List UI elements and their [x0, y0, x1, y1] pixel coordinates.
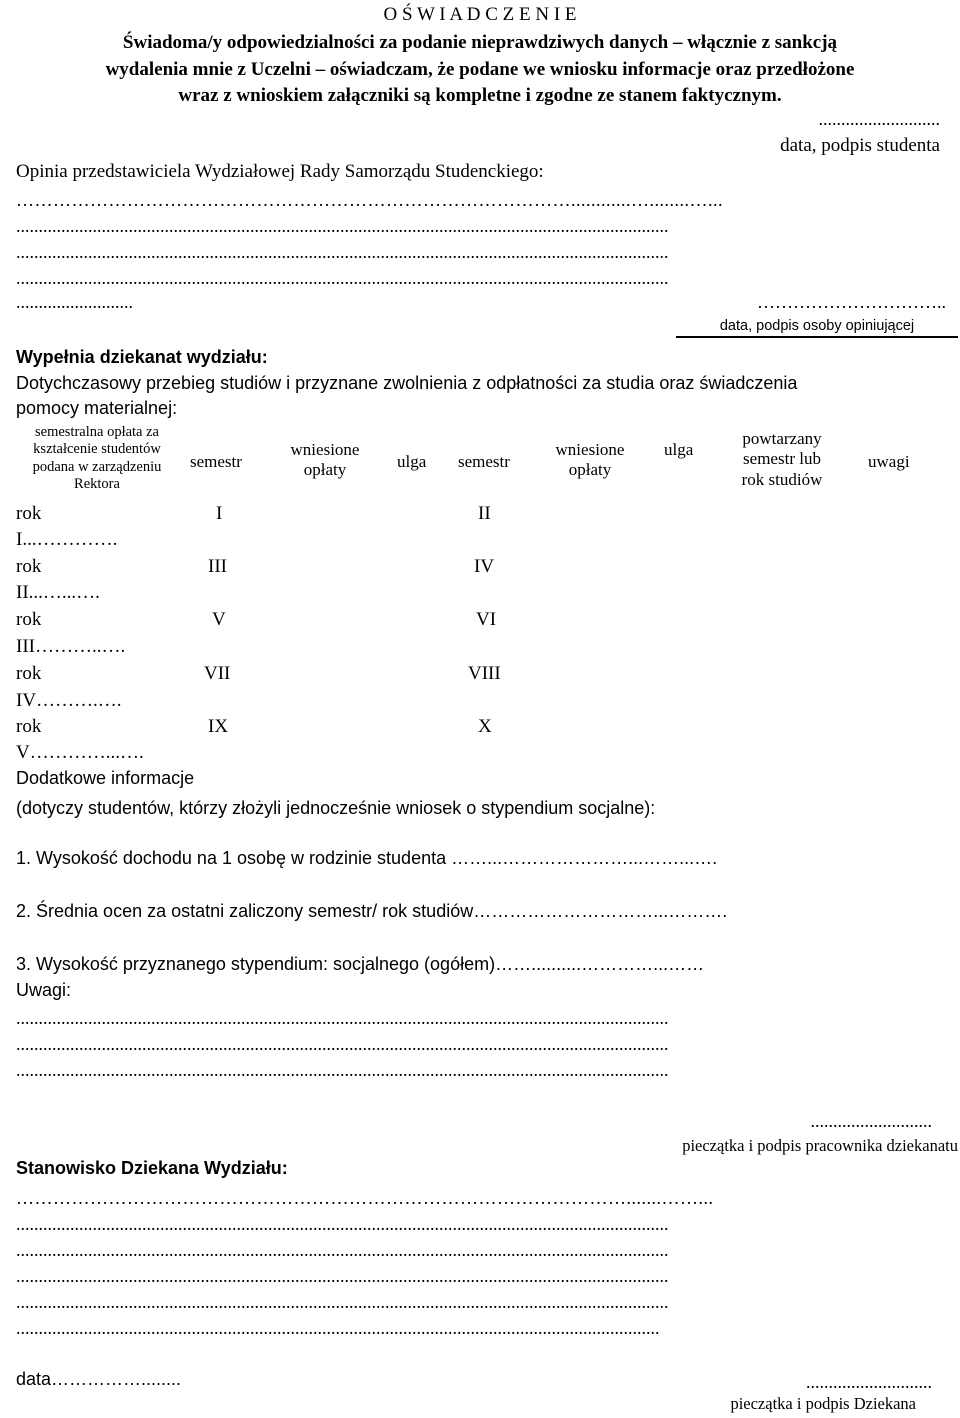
dean-office-signature-label: pieczątka i podpis pracownika dziekanatu: [682, 1136, 958, 1155]
row-4-label-2: IV……….….: [16, 690, 122, 711]
row-3-label-2: III………..….: [16, 636, 126, 657]
row-2-label-2: II...…...….: [16, 582, 100, 603]
header-fee: semestralna opłata za kształcenie studentów podana w zarządzeniu Rektora: [32, 424, 162, 493]
question-scholarship: 3. Wysokość przyznanego stypendium: socjalnego (ogółem)……..........…………...……: [16, 954, 705, 974]
row-5-label-1: rok: [16, 716, 42, 737]
dean-office-signature-line: ...........................: [810, 1111, 932, 1131]
header-repeat: powtarzany semestr lub rok studiów: [741, 429, 823, 489]
dean-heading: Stanowisko Dziekana Wydziału:: [16, 1158, 288, 1178]
dean-line-3: .................................................................................................................................................: [16, 1240, 669, 1260]
header-paid-2: wniesione opłaty: [555, 440, 625, 480]
row-3-sem-1: V: [212, 609, 226, 630]
opinion-line-5-left: ..........................: [16, 292, 133, 312]
row-1-label-1: rok: [16, 503, 42, 524]
row-4-sem-2: VIII: [468, 663, 501, 684]
dean-signature-line: ............................: [806, 1372, 932, 1392]
dean-line-6: ...............................................................................................................................................: [16, 1318, 660, 1338]
row-2-label-1: rok: [16, 556, 42, 577]
notes-line-3: .................................................................................................................................................: [16, 1060, 669, 1080]
dean-signature-label: pieczątka i podpis Dziekana: [730, 1394, 916, 1413]
dean-office-intro-1: Dotychczasowy przebieg studiów i przyznane zwolnienia z odpłatności za studia oraz świadczenia: [16, 373, 798, 393]
notes-label: Uwagi:: [16, 980, 72, 1000]
dean-line-4: .................................................................................................................................................: [16, 1266, 669, 1286]
header-paid-1: wniesione opłaty: [290, 440, 360, 480]
row-5-sem-1: IX: [208, 716, 229, 737]
row-1-label-2: I...………….: [16, 529, 118, 550]
header-semester-2: semestr: [458, 452, 510, 471]
dean-date-label: data……………........: [16, 1369, 182, 1389]
header-relief-2: ulga: [664, 440, 694, 459]
opinion-heading: Opinia przedstawiciela Wydziałowej Rady Samorządu Studenckiego:: [16, 161, 544, 182]
row-2-sem-1: III: [208, 556, 227, 577]
opinion-line-3: .................................................................................................................................................: [16, 242, 669, 262]
opinion-line-5-right: …………………………..: [757, 292, 946, 312]
dean-line-1: ……………………………………………………………………………………….......……...: [16, 1188, 714, 1208]
row-5-sem-2: X: [478, 716, 492, 737]
student-signature-label: data, podpis studenta: [780, 135, 940, 156]
question-grade-average: 2. Średnia ocen za ostatni zaliczony semestr/ rok studiów…………………………...……….: [16, 901, 728, 921]
row-2-sem-2: IV: [474, 556, 495, 577]
notes-line-2: .................................................................................................................................................: [16, 1034, 669, 1054]
dean-line-5: .................................................................................................................................................: [16, 1292, 669, 1312]
opinion-line-2: .................................................................................................................................................: [16, 216, 669, 236]
dean-office-heading: Wypełnia dziekanat wydziału:: [16, 347, 268, 367]
header-semester-1: semestr: [190, 452, 242, 471]
row-4-label-1: rok: [16, 663, 42, 684]
row-5-label-2: V…………...….: [16, 742, 144, 763]
opinion-signature-label: data, podpis osoby opiniującej: [676, 318, 958, 338]
declaration-line-1: Świadoma/y odpowiedzialności za podanie nieprawdziwych danych – włącznie z sankcją: [122, 32, 838, 53]
row-3-sem-2: VI: [476, 609, 497, 630]
header-notes: uwagi: [868, 452, 910, 471]
header-relief-1: ulga: [397, 452, 427, 471]
row-4-sem-1: VII: [204, 663, 231, 684]
row-1-sem-2: II: [478, 503, 491, 524]
dean-line-2: .................................................................................................................................................: [16, 1214, 669, 1234]
dean-office-intro-2: pomocy materialnej:: [16, 398, 178, 418]
declaration-title: O Ś W I A D C Z E N I E: [383, 4, 577, 25]
additional-heading: Dodatkowe informacje: [16, 768, 195, 788]
question-income: 1. Wysokość dochodu na 1 osobę w rodzinie studenta ……...…………………...……...….: [16, 848, 718, 868]
notes-line-1: .................................................................................................................................................: [16, 1008, 669, 1028]
student-signature-line: ...........................: [818, 109, 940, 129]
row-3-label-1: rok: [16, 609, 42, 630]
opinion-line-4: .................................................................................................................................................: [16, 268, 669, 288]
declaration-line-3: wraz z wnioskiem załączniki są kompletne i zgodne ze stanem faktycznym.: [178, 85, 782, 106]
row-1-sem-1: I: [216, 503, 223, 524]
additional-subheading: (dotyczy studentów, którzy złożyli jednocześnie wniosek o stypendium socjalne):: [16, 798, 656, 818]
declaration-line-2: wydalenia mnie z Uczelni – oświadczam, że podane we wniosku informacje oraz przedłożone: [105, 59, 855, 80]
opinion-line-1: ………………………………………………………………………………............…........…...: [16, 190, 723, 210]
